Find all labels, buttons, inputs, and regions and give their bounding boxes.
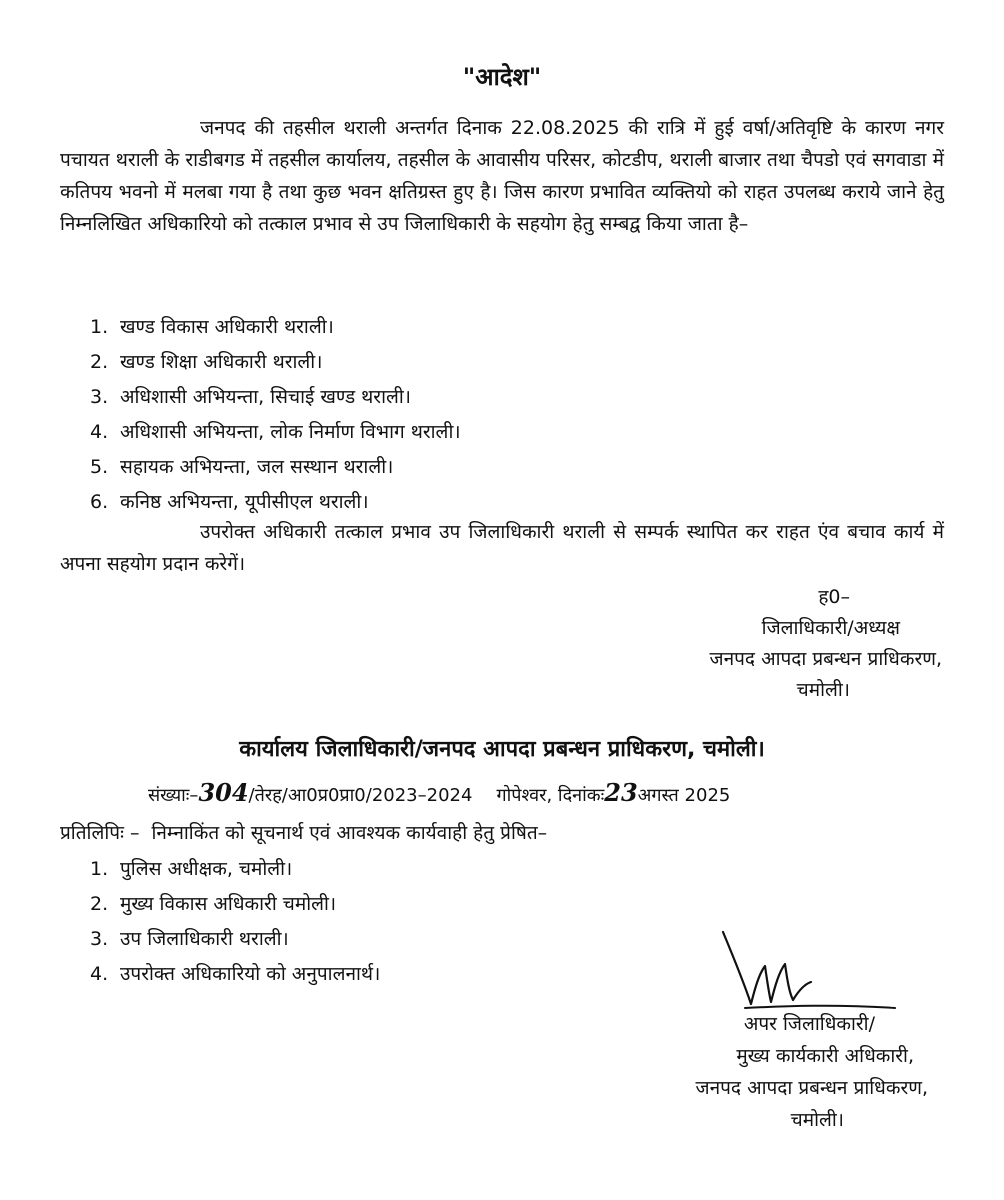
list-number: 1. bbox=[90, 316, 109, 338]
list-number: 2. bbox=[90, 351, 109, 373]
list-text: खण्ड विकास अधिकारी थराली। bbox=[120, 316, 334, 338]
office-heading: कार्यालय जिलाधिकारी/जनपद आपदा प्रबन्धन प्राधिकरण, चमोली। bbox=[239, 737, 765, 762]
reference-line bbox=[148, 778, 730, 807]
list-item bbox=[90, 310, 461, 345]
list-item bbox=[90, 345, 461, 380]
signature-line: मुख्य कार्यकारी अधिकारी, bbox=[736, 1045, 914, 1067]
copy-line bbox=[60, 819, 547, 845]
list-number: 1. bbox=[90, 858, 109, 880]
signature-line: ह0– bbox=[818, 586, 850, 608]
list-item bbox=[90, 415, 461, 450]
list-number: 4. bbox=[90, 963, 109, 985]
dm-signature-block bbox=[600, 582, 960, 706]
list-text: पुलिस अधीक्षक, चमोली। bbox=[120, 858, 293, 880]
list-item bbox=[90, 887, 380, 922]
ref-rest: /तेरह/आ0प्र0प्रा0/2023–2024 bbox=[248, 785, 473, 806]
list-number: 4. bbox=[90, 421, 109, 443]
order-title: "आदेश" bbox=[462, 63, 542, 91]
signature-line: जनपद आपदा प्रबन्धन प्राधिकरण, bbox=[695, 1077, 928, 1099]
adm-signature-block bbox=[600, 1008, 930, 1136]
list-number: 3. bbox=[90, 386, 109, 408]
list-number: 2. bbox=[90, 893, 109, 915]
list-item bbox=[90, 450, 461, 485]
order-body: जनपद की तहसील थराली अन्तर्गत दिनाक 22.08.2025 की रात्रि में हुई वर्षा/अतिवृष्टि के कारण नगर पचायत थराली के राडीबगड में तहसील कार्यालय, तहसील के आवासीय परिसर, कोटडीप, थराली बाजार तथा चैपडो एवं सगवाडा में कतिपय भवनो में मलबा गया है तथा कुछ भवन क्षतिग्रस्त हुए है। जिस कारण प्रभावित व्यक्तियो को राहत उपलब्ध कराये जाने हेतु निम्नलिखित अधिकारियो को तत्काल प्रभाव से उप जिलाधिकारी के सहयोग हेतु सम्बद्व किया जाता है– bbox=[60, 117, 944, 235]
signature-line: चमोली। bbox=[790, 1109, 844, 1131]
signature-line: अपर जिलाधिकारी/ bbox=[743, 1013, 875, 1035]
date-day-handwritten: 23 bbox=[604, 778, 638, 807]
ref-label: संख्याः– bbox=[148, 785, 199, 806]
list-item bbox=[90, 485, 461, 520]
list-number: 3. bbox=[90, 928, 109, 950]
date-rest: अगस्त 2025 bbox=[637, 785, 731, 806]
list-text: अधिशासी अभियन्ता, लोक निर्माण विभाग थराली। bbox=[120, 421, 461, 443]
list-text: मुख्य विकास अधिकारी चमोली। bbox=[120, 893, 337, 915]
officer-list bbox=[90, 310, 461, 520]
list-text: कनिष्ठ अभियन्ता, यूपीसीएल थराली। bbox=[120, 491, 369, 513]
copy-intro: निम्नाकिंत को सूचनार्थ एवं आवश्यक कार्यवाही हेतु प्रेषित– bbox=[151, 822, 548, 844]
signature-line: जिलाधिकारी/अध्यक्ष bbox=[761, 617, 900, 639]
signature-line: चमोली। bbox=[796, 679, 850, 701]
list-text: अधिशासी अभियन्ता, सिचाई खण्ड थराली। bbox=[120, 386, 411, 408]
list-item bbox=[90, 957, 380, 992]
list-item bbox=[90, 852, 380, 887]
order-closing: उपरोक्त अधिकारी तत्काल प्रभाव उप जिलाधिकारी थराली से सम्पर्क स्थापित कर राहत एंव बचाव कार्य में अपना सहयोग प्रदान करेगें। bbox=[60, 521, 944, 575]
list-item bbox=[90, 922, 380, 957]
list-text: उप जिलाधिकारी थराली। bbox=[120, 928, 289, 950]
list-number: 5. bbox=[90, 456, 109, 478]
place-date-label: गोपेश्वर, दिनांकः bbox=[496, 785, 605, 806]
ref-number-handwritten: 304 bbox=[198, 778, 249, 807]
list-text: सहायक अभियन्ता, जल सस्थान थराली। bbox=[120, 456, 394, 478]
copy-label: प्रतिलिपिः – bbox=[60, 822, 140, 844]
list-text: उपरोक्त अधिकारियो को अनुपालनार्थ। bbox=[120, 963, 381, 985]
recipient-list bbox=[90, 852, 380, 992]
list-item bbox=[90, 380, 461, 415]
list-text: खण्ड शिक्षा अधिकारी थराली। bbox=[120, 351, 323, 373]
list-number: 6. bbox=[90, 491, 109, 513]
signature-line: जनपद आपदा प्रबन्धन प्राधिकरण, bbox=[709, 648, 942, 670]
